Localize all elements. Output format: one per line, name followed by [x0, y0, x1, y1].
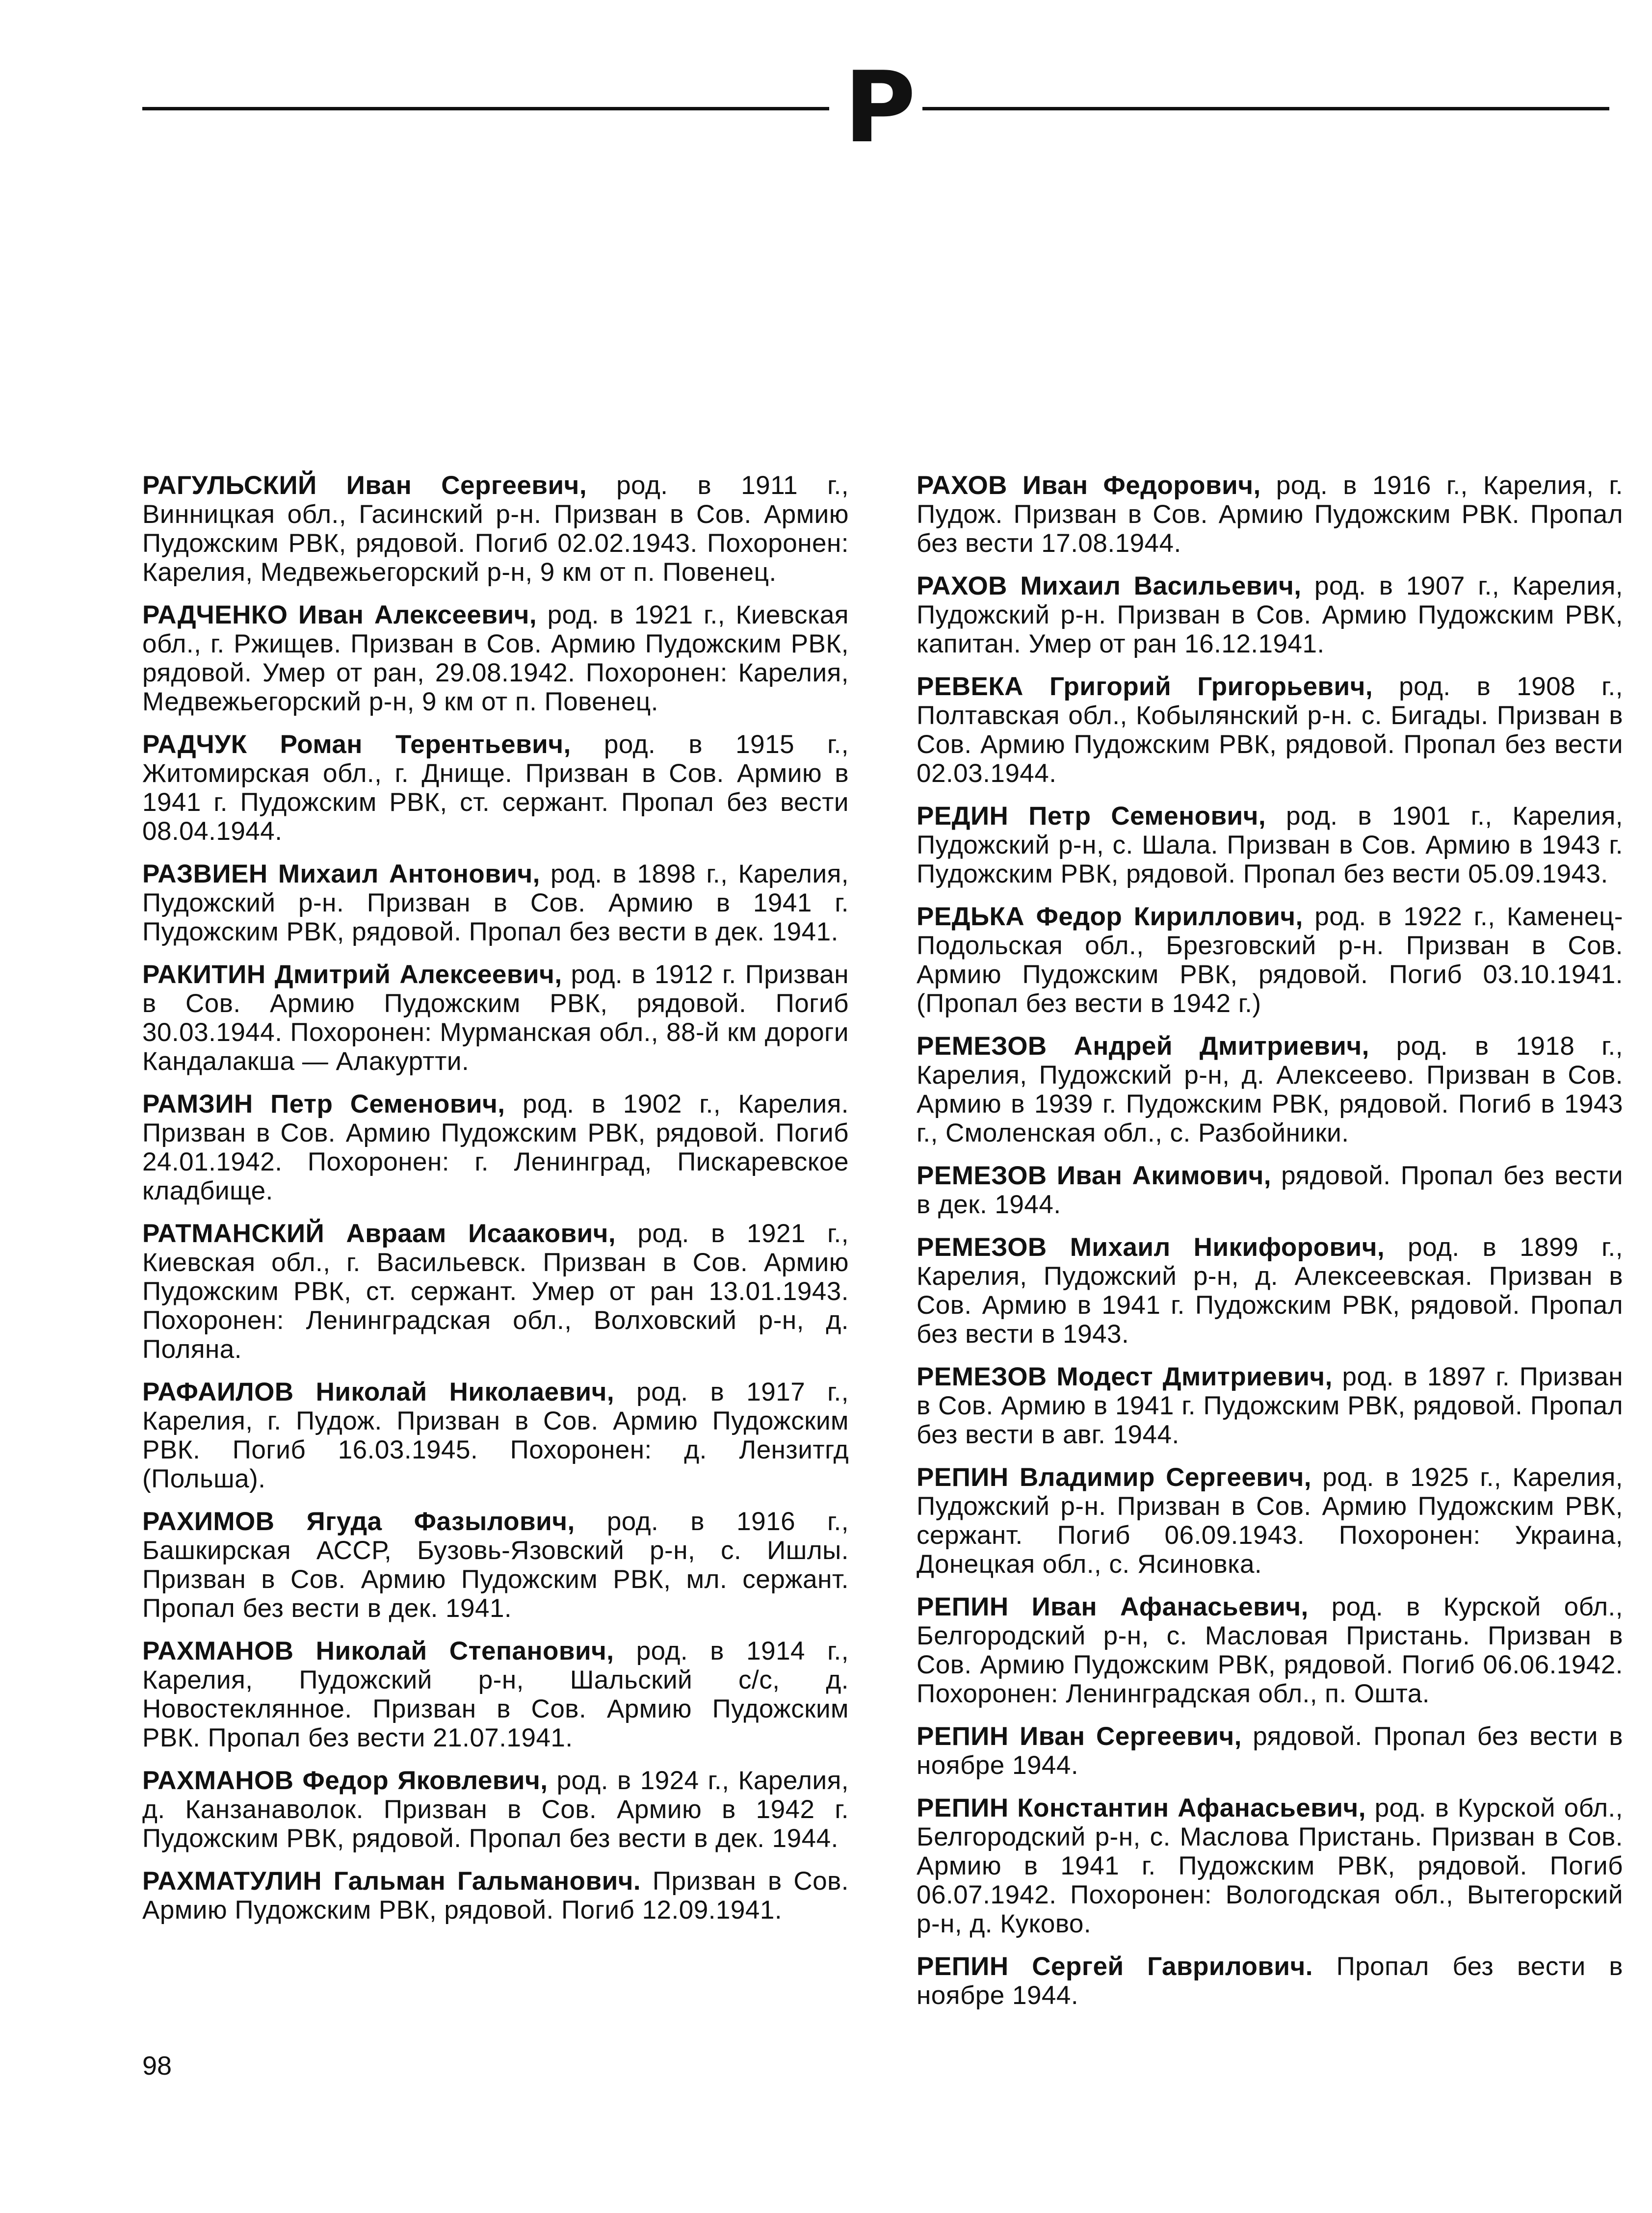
section-letter: Р	[844, 51, 916, 165]
entry-text: род. в 1925 г., Карелия, Пудожский р-н. Призван в Сов. Армию Пудожским РВК, сержант. Погиб 06.09.1943. Похоронен: Украина, Донецкая обл., с. Ясиновка.	[917, 1463, 1623, 1579]
entry-text: род. в 1911 г., Винницкая обл., Гасинский р-н. Призван в Сов. Армию Пудожским РВК, рядовой. Погиб 02.02.1943. Похоронен: Карелия, Медвежьегорский р-н, 9 км от п. Повенец.	[142, 471, 849, 587]
entry-name: РЕДЬКА Федор Кириллович,	[917, 902, 1303, 931]
biography-entry	[142, 1766, 849, 1853]
entry-text: род. в 1918 г., Карелия, Пудожский р-н, д. Алексеево. Призван в Сов. Армию в 1939 г. Пудожским РВК, рядовой. Погиб в 1943 г., Смоленская обл., с. Разбойники.	[917, 1032, 1624, 1147]
biography-entry	[917, 802, 1623, 888]
biography-entry	[142, 859, 849, 946]
biography-entry	[142, 1219, 849, 1364]
entry-name: РАХМАТУЛИН Гальман Гальманович.	[142, 1867, 641, 1896]
biography-entry	[917, 572, 1623, 658]
biography-entry	[142, 1507, 849, 1623]
entry-name: РЕМЕЗОВ Андрей Дмитриевич,	[917, 1032, 1369, 1061]
entry-name: РЕМЕЗОВ Модест Дмитриевич,	[917, 1362, 1333, 1391]
biography-entry	[917, 1592, 1623, 1708]
entry-text: род. в Курской обл., Белгородский р-н, с. Масловая Пристань. Призван в Сов. Армию Пудожским РВК, рядовой. Погиб 06.06.1942. Похоронен: Ленинградская обл., п. Ошта.	[917, 1592, 1623, 1708]
biography-entry	[917, 471, 1623, 558]
biography-entry	[142, 960, 849, 1076]
entry-text: род. в 1907 г., Карелия, Пудожский р-н. Призван в Сов. Армию Пудожским РВК, капитан. Умер от ран 16.12.1941.	[917, 572, 1623, 658]
entry-name: РАДЧЕНКО Иван Алексеевич,	[142, 600, 537, 629]
header-rule-left	[142, 107, 829, 110]
biography-entry	[142, 471, 849, 587]
entry-name: РЕПИН Владимир Сергеевич,	[917, 1463, 1311, 1492]
biography-entry	[917, 1362, 1623, 1449]
entry-name: РАХМАНОВ Николай Степанович,	[142, 1637, 614, 1666]
entry-name: РЕПИН Иван Афанасьевич,	[917, 1592, 1309, 1621]
entry-text: род. в 1902 г., Карелия. Призван в Сов. Армию Пудожским РВК, рядовой. Погиб 24.01.1942. Похоронен: г. Ленинград, Пискаревское кладбище.	[142, 1090, 849, 1205]
page-number: 98	[142, 2051, 172, 2081]
header-rule-right	[922, 107, 1609, 110]
entry-name: РАХОВ Михаил Васильевич,	[917, 572, 1302, 600]
entry-name: РАГУЛЬСКИЙ Иван Сергеевич,	[142, 471, 587, 500]
entry-name: РАХМАНОВ Федор Яковлевич,	[142, 1766, 548, 1795]
entry-text: род. в 1921 г., Киевская обл., г. Ржищев. Призван в Сов. Армию Пудожским РВК, рядовой. Умер от ран, 29.08.1942. Похоронен: Карелия, Медвежьегорский р-н, 9 км от п. Повенец.	[142, 600, 849, 716]
entry-text: рядовой. Пропал без вести в дек. 1944.	[917, 1161, 1623, 1219]
biography-entry	[142, 1378, 849, 1493]
entry-text: род. в 1922 г., Каменец-Подольская обл., Брезговский р-н. Призван в Сов. Армию Пудожским РВК, рядовой. Погиб 03.10.1941. (Пропал без вести в 1942 г.)	[917, 902, 1623, 1018]
entry-text: род. в Курской обл., Белгородский р-н, с. Маслова Пристань. Призван в Сов. Армию в 1941 г. Пудожским РВК, рядовой. Погиб 06.07.1942. Похоронен: Вологодская обл., Вытегорский р-н, д. Куково.	[917, 1794, 1623, 1938]
entry-name: РАМЗИН Петр Семенович,	[142, 1090, 505, 1119]
entry-text: Призван в Сов. Армию Пудожским РВК, рядовой. Погиб 12.09.1941.	[142, 1867, 849, 1925]
biography-entry	[917, 672, 1623, 788]
entry-text: род. в 1915 г., Житомирская обл., г. Днище. Призван в Сов. Армию в 1941 г. Пудожским РВК, ст. сержант. Пропал без вести 08.04.1944.	[142, 730, 849, 846]
biography-entry	[142, 1637, 849, 1752]
entry-text: Пропал без вести в ноябре 1944.	[917, 1952, 1624, 2010]
left-column	[142, 471, 849, 1938]
biography-entry	[917, 1722, 1623, 1780]
entry-name: РАТМАНСКИЙ Авраам Исаакович,	[142, 1219, 616, 1248]
biography-entry	[917, 1032, 1623, 1147]
entry-text: род. в 1908 г., Полтавская обл., Кобылянский р-н. с. Бигады. Призван в Сов. Армию Пудожским РВК, рядовой. Пропал без вести 02.03.1944.	[917, 672, 1623, 788]
entry-name: РЕМЕЗОВ Иван Акимович,	[917, 1161, 1271, 1190]
entry-name: РАЗВИЕН Михаил Антонович,	[142, 859, 540, 888]
biography-entry	[917, 1161, 1623, 1219]
entry-text: род. в 1921 г., Киевская обл., г. Васильевск. Призван в Сов. Армию Пудожским РВК, ст. сержант. Умер от ран 13.01.1943. Похоронен: Ленинградская обл., Волховский р-н, д. Поляна.	[142, 1219, 849, 1364]
biography-entry	[142, 600, 849, 716]
right-column	[917, 471, 1623, 2024]
entry-name: РАХОВ Иван Федорович,	[917, 471, 1261, 500]
biography-entry	[142, 1090, 849, 1205]
entry-text: род. в 1897 г. Призван в Сов. Армию в 1941 г. Пудожским РВК, рядовой. Пропал без вести в авг. 1944.	[917, 1362, 1623, 1449]
entry-name: РАКИТИН Дмитрий Алексеевич,	[142, 960, 562, 989]
entry-text: род. в 1914 г., Карелия, Пудожский р-н, Шальский с/с, д. Новостеклянное. Призван в Сов. Армию Пудожским РВК. Пропал без вести 21.07.1941.	[142, 1637, 849, 1752]
biography-entry	[917, 1463, 1623, 1579]
entry-text: рядовой. Пропал без вести в ноябре 1944.	[917, 1722, 1623, 1780]
biography-entry	[917, 1952, 1623, 2010]
entry-text: род. в 1912 г. Призван в Сов. Армию Пудожским РВК, рядовой. Погиб 30.03.1944. Похоронен: Мурманская обл., 88-й км дороги Кандалакша — Алакуртти.	[142, 960, 849, 1076]
entry-name: РАХИМОВ Ягуда Фазылович,	[142, 1507, 575, 1536]
entry-name: РАДЧУК Роман Терентьевич,	[142, 730, 571, 759]
entry-name: РЕПИН Сергей Гаврилович.	[917, 1952, 1313, 1981]
entry-text: род. в 1916 г., Башкирская АССР, Бузовь-Язовский р-н, с. Ишлы. Призван в Сов. Армию Пудожским РВК, мл. сержант. Пропал без вести в дек. 1941.	[142, 1507, 849, 1623]
entry-name: РЕПИН Константин Афанасьевич,	[917, 1794, 1366, 1822]
entry-name: РЕМЕЗОВ Михаил Никифорович,	[917, 1233, 1385, 1262]
biography-entry	[142, 1867, 849, 1925]
entry-name: РЕПИН Иван Сергеевич,	[917, 1722, 1242, 1751]
entry-text: род. в 1898 г., Карелия, Пудожский р-н. Призван в Сов. Армию в 1941 г. Пудожским РВК, рядовой. Пропал без вести в дек. 1941.	[142, 859, 849, 946]
biography-entry	[917, 1233, 1623, 1349]
entry-text: род. в 1901 г., Карелия, Пудожский р-н, с. Шала. Призван в Сов. Армию в 1943 г. Пудожским РВК, рядовой. Пропал без вести 05.09.1943.	[917, 802, 1624, 888]
biography-entry	[142, 730, 849, 846]
biography-entry	[917, 1794, 1623, 1938]
section-header	[142, 51, 1609, 165]
entry-text: род. в 1916 г., Карелия, г. Пудож. Призван в Сов. Армию Пудожским РВК. Пропал без вести 17.08.1944.	[917, 471, 1623, 558]
biography-entry	[917, 902, 1623, 1018]
entry-name: РЕВЕКА Григорий Григорьевич,	[917, 672, 1373, 701]
entry-name: РАФАИЛОВ Николай Николаевич,	[142, 1378, 615, 1406]
entry-text: род. в 1899 г., Карелия, Пудожский р-н, д. Алексеевская. Призван в Сов. Армию в 1941 г. Пудожским РВК, рядовой. Пропал без вести в 1943.	[917, 1233, 1623, 1349]
entry-text: род. в 1917 г., Карелия, г. Пудож. Призван в Сов. Армию Пудожским РВК. Погиб 16.03.1945. Похоронен: д. Лензитгд (Польша).	[142, 1378, 849, 1493]
entry-name: РЕДИН Петр Семенович,	[917, 802, 1266, 831]
entry-text: род. в 1924 г., Карелия, д. Канзанаволок. Призван в Сов. Армию в 1942 г. Пудожским РВК, рядовой. Пропал без вести в дек. 1944.	[142, 1766, 849, 1853]
